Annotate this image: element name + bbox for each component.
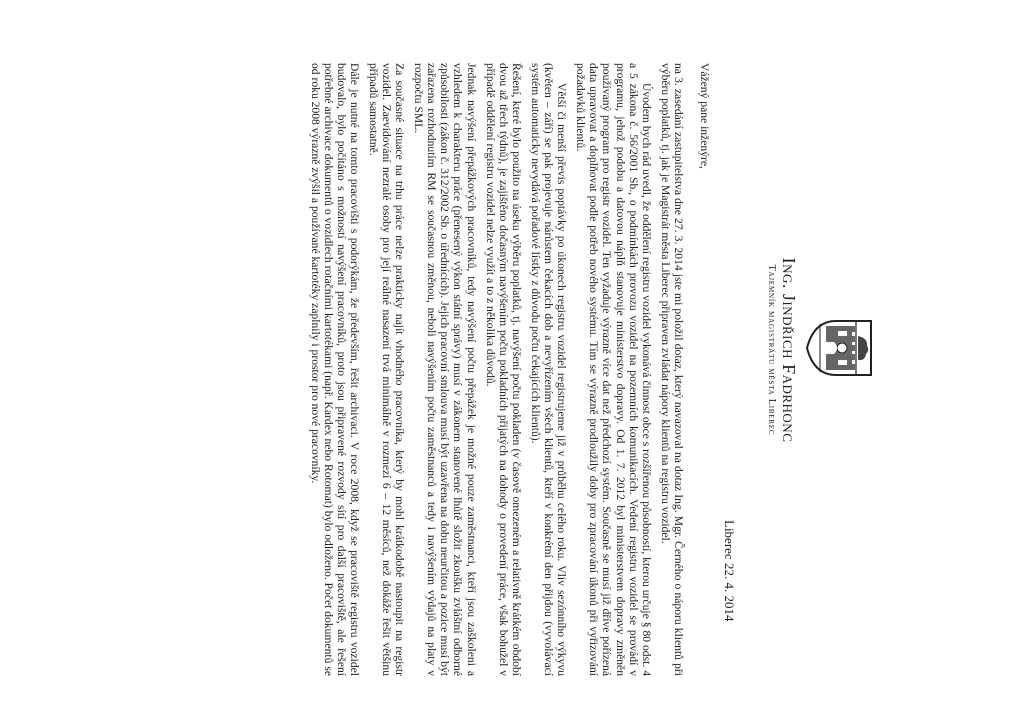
- liberec-coat-of-arms-icon: [804, 318, 874, 378]
- body-paragraph: Úvodem bych rád uvedl, že oddělení registru vozidel vykonává činnost obce s rozšířenou působností, kterou určuje § 80 odst. 4 a 5 zákona č. 56/2001 Sb., o podmínkách provozu vozidel na pozemních komunikacích. Vedení registru vozidel se provádí v programu, jehož podobu a datovou náplň stanovuje ministerstvo dopravy. Od 1. 7. 2012 byl ministerstvem dopravy změněn používaný program pro registr vozidel. Ten vyžaduje výrazně více dat než předchozí systém. Současně se musí již dříve pořízená data upravovat a doplňovat podle potřeb nového systému. Tím se výrazně prodloužily doby pro zpracování úkonů při vyřizování požadavků klientů.: [574, 63, 653, 676]
- sender-role: Tajemník magistrátu města Liberec: [766, 264, 777, 436]
- body-paragraph: Řešení, které bylo použito na úseku výběru poplatků, tj. navýšení počtu pokladen (v časově omezeném a relativně krátkém období dvou až třech týdnů), je zajištěno dočasným navýšením počtu pokladních přijatých na dohody o provedení práce, však bohužel v případě oddělení registru vozidel nelze využít a to z několika důvodů.: [483, 63, 523, 676]
- sender-name: Ing. Jindřich Fadrhonc: [779, 257, 799, 443]
- body-paragraph: Větší či menší převis poptávky po úkonech registru vozidel registrujeme již v průběhu celého roku. Vliv sezónního výkyvu (květen – září) se pak projevuje nárůstem čekacích dob a nevyřízením všech klientů, kteří v konkrétní den přijdou (vyvolávací systém automaticky nevydává pořadové lístky z důvodu počtu čekajících klientů).: [528, 63, 569, 676]
- letter-date: Liberec 22. 4. 2014: [722, 520, 737, 622]
- body-paragraph: Dále je nutné na tomto pracovišti s podorýkám, že především, řešit archivaci. V roce 2008, když se pracoviště registru vozidel budovalo, bylo počítáno s možností navýšení pracovníků, proto jsou připravené rozvody sítí pro další pracoviště, ale řešení potřebné archivace dokumentů o vozidlech rotačními kartotékami (např. Kardex nebo Rotomat) bylo odloženo. Počet dokumentů se od roku 2008 výrazně zvýšil a používané kartotéky zaplnily i prostor pro nové pracovníky.: [308, 63, 361, 676]
- body-paragraph: Jednak navýšení přepážkových pracovníků, tedy navýšení počtu přepážek je možné pouze zaměstnanci, kteří jsou zaškoleni a vzhledem k charakteru práce (přenesený výkon státní správy) musí v zákonem stanovené lhůtě složit zkoušku zvláštní odborné způsobilosti (zákon č. 312/2002 Sb. o úřednících). Jejich pracovní smlouva musí být uzavřena na dobu neurčitou a pozice musí být zařazena rozhodnutím RM se současnou změnou, neboli navýšením počtu zaměstnanců a tedy i navýšením výdajů na platy v rozpočtu SML.: [412, 63, 478, 676]
- letter-body: [302, 63, 711, 676]
- body-paragraph: Za současné situace na trhu práce nelze prakticky najít vhodného pracovníka, který by mohl krátkodobě nastoupit na registr vozidel. Zaevidování nezralé osoby pro její reálné nasazení trvá minimálně v rozmezí 6 – 12 měsíců, než dokáže řešit většinu případů samostatně.: [366, 63, 407, 676]
- body-paragraph: na 3. zasedání zastupitelstva dne 27. 3. 2014 jste mi položil dotaz, který navazoval na dotaz Ing. Mgr. Černého o náporu klientů při výběru poplatků, tj. jak je Magistrát města Liberec připraven zvládat nápory klientů na registru vozidel.: [658, 63, 685, 676]
- salutation: Vážený pane inženýre,: [698, 63, 711, 169]
